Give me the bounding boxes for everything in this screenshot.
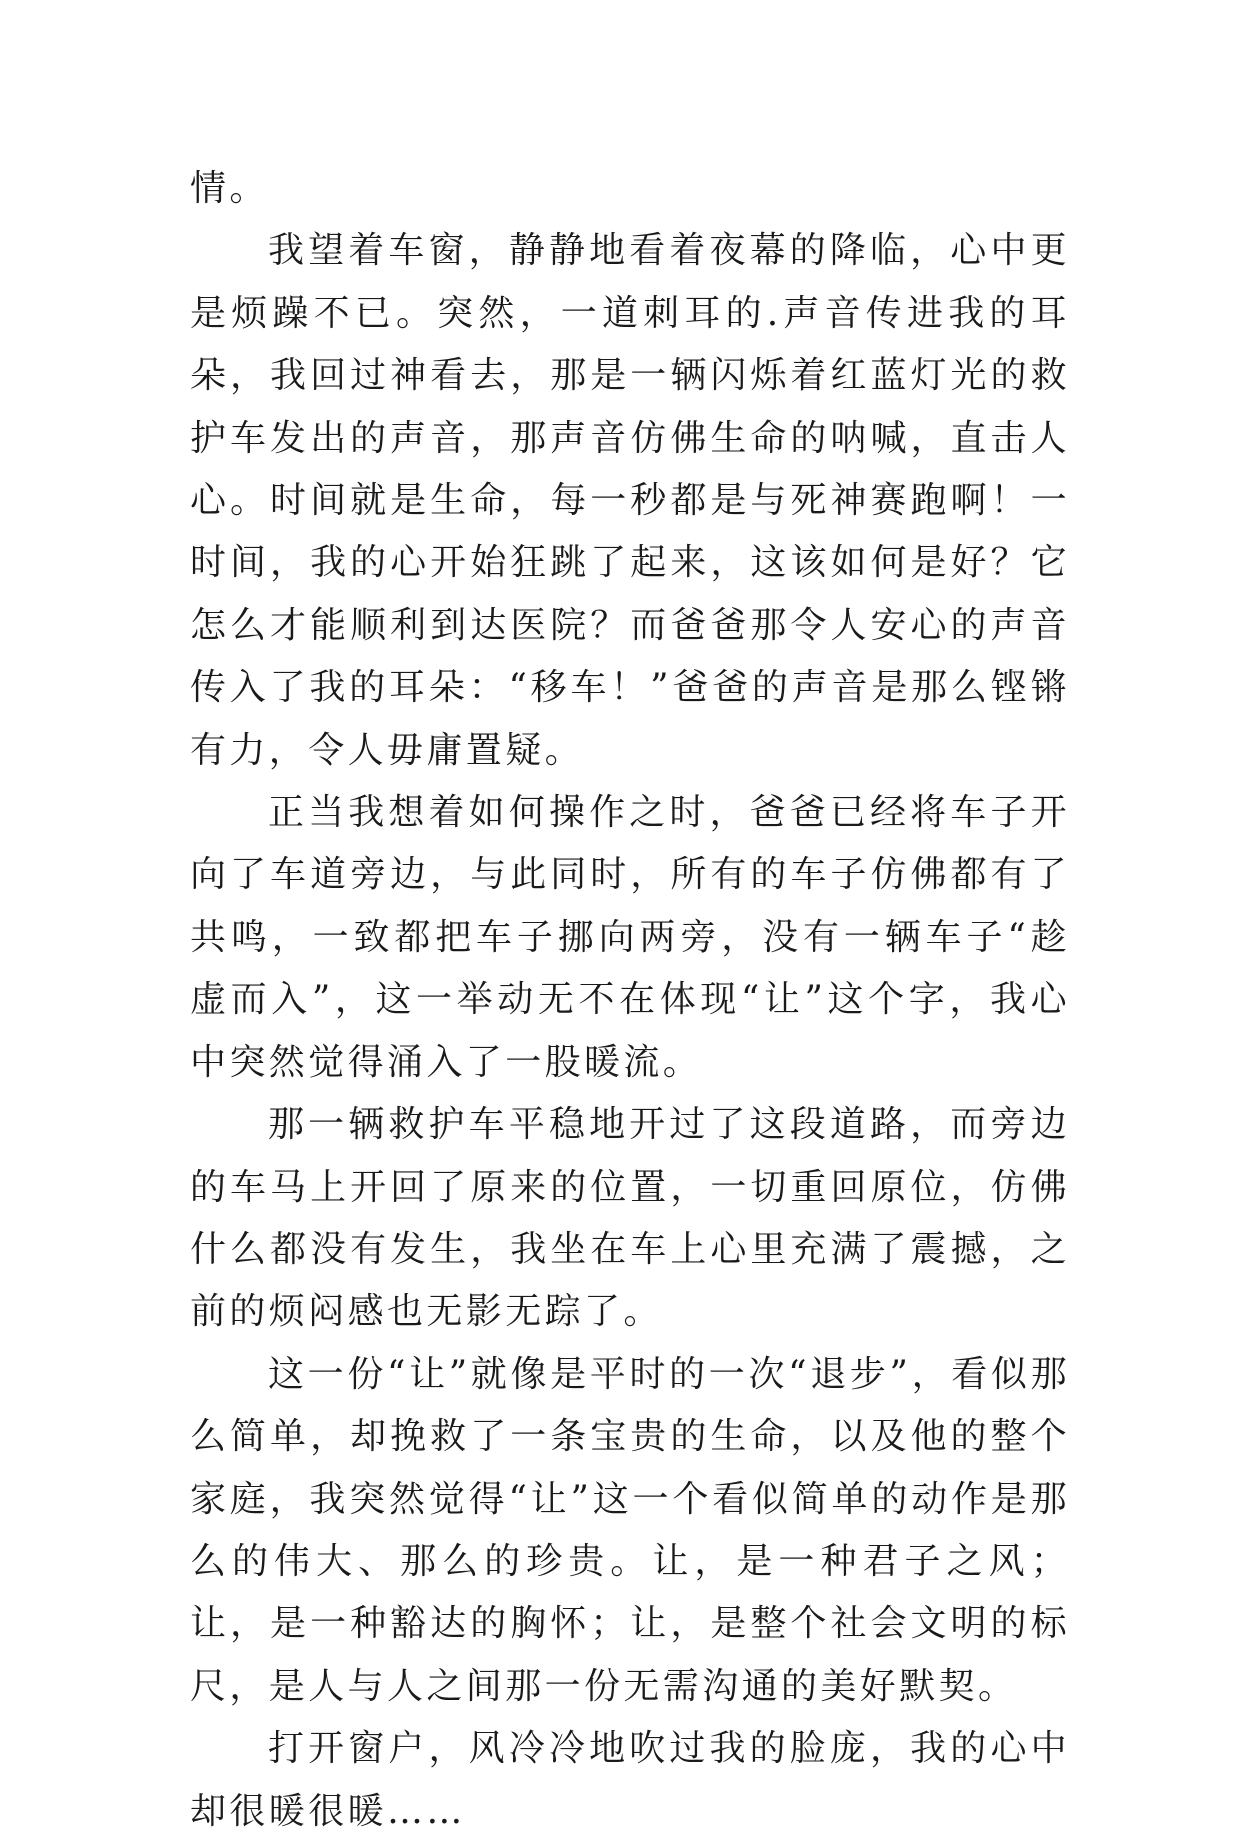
paragraph-4: 那一辆救护车平稳地开过了这段道路，而旁边的车马上开回了原来的位置，一切重回原位，仿佛什么都没有发生，我坐在车上心里充满了震撼，之前的烦闷感也无影无踪了。 (190, 1104, 1070, 1333)
paragraph-1: 情。 (190, 168, 269, 209)
paragraph-2: 我望着车窗，静静地看着夜幕的降临，心中更是烦躁不已。突然，一道刺耳的.声音传进我的耳朵，我回过神看去，那是一辆闪烁着红蓝灯光的救护车发出的声音，那声音仿佛生命的呐喊，直击人心。时间就是生命，每一秒都是与死神赛跑啊！一时间，我的心开始狂跳了起来，这该如何是好？它怎么才能顺利到达医院？而爸爸那令人安心的声音传入了我的耳朵：“移车！”爸爸的声音是那么铿锵有力，令人毋庸置疑。 (190, 230, 1070, 771)
paragraph-5: 这一份“让”就像是平时的一次“退步”，看似那么简单，却挽救了一条宝贵的生命，以及他的整个家庭，我突然觉得“让”这一个看似简单的动作是那么的伟大、那么的珍贵。让，是一种君子之风；让，是一种豁达的胸怀；让，是整个社会文明的标尺，是人与人之间那一份无需沟通的美好默契。 (190, 1353, 1070, 1707)
paragraph-6: 打开窗户，风冷冷地吹过我的脸庞，我的心中却很暖很暖…… (190, 1728, 1070, 1832)
paragraph-3: 正当我想着如何操作之时，爸爸已经将车子开向了车道旁边，与此同时，所有的车子仿佛都有了共鸣，一致都把车子挪向两旁，没有一辆车子“趁虚而入”，这一举动无不在体现“让”这个字，我心中突然觉得涌入了一股暖流。 (190, 792, 1070, 1083)
document-body (190, 158, 1070, 1843)
